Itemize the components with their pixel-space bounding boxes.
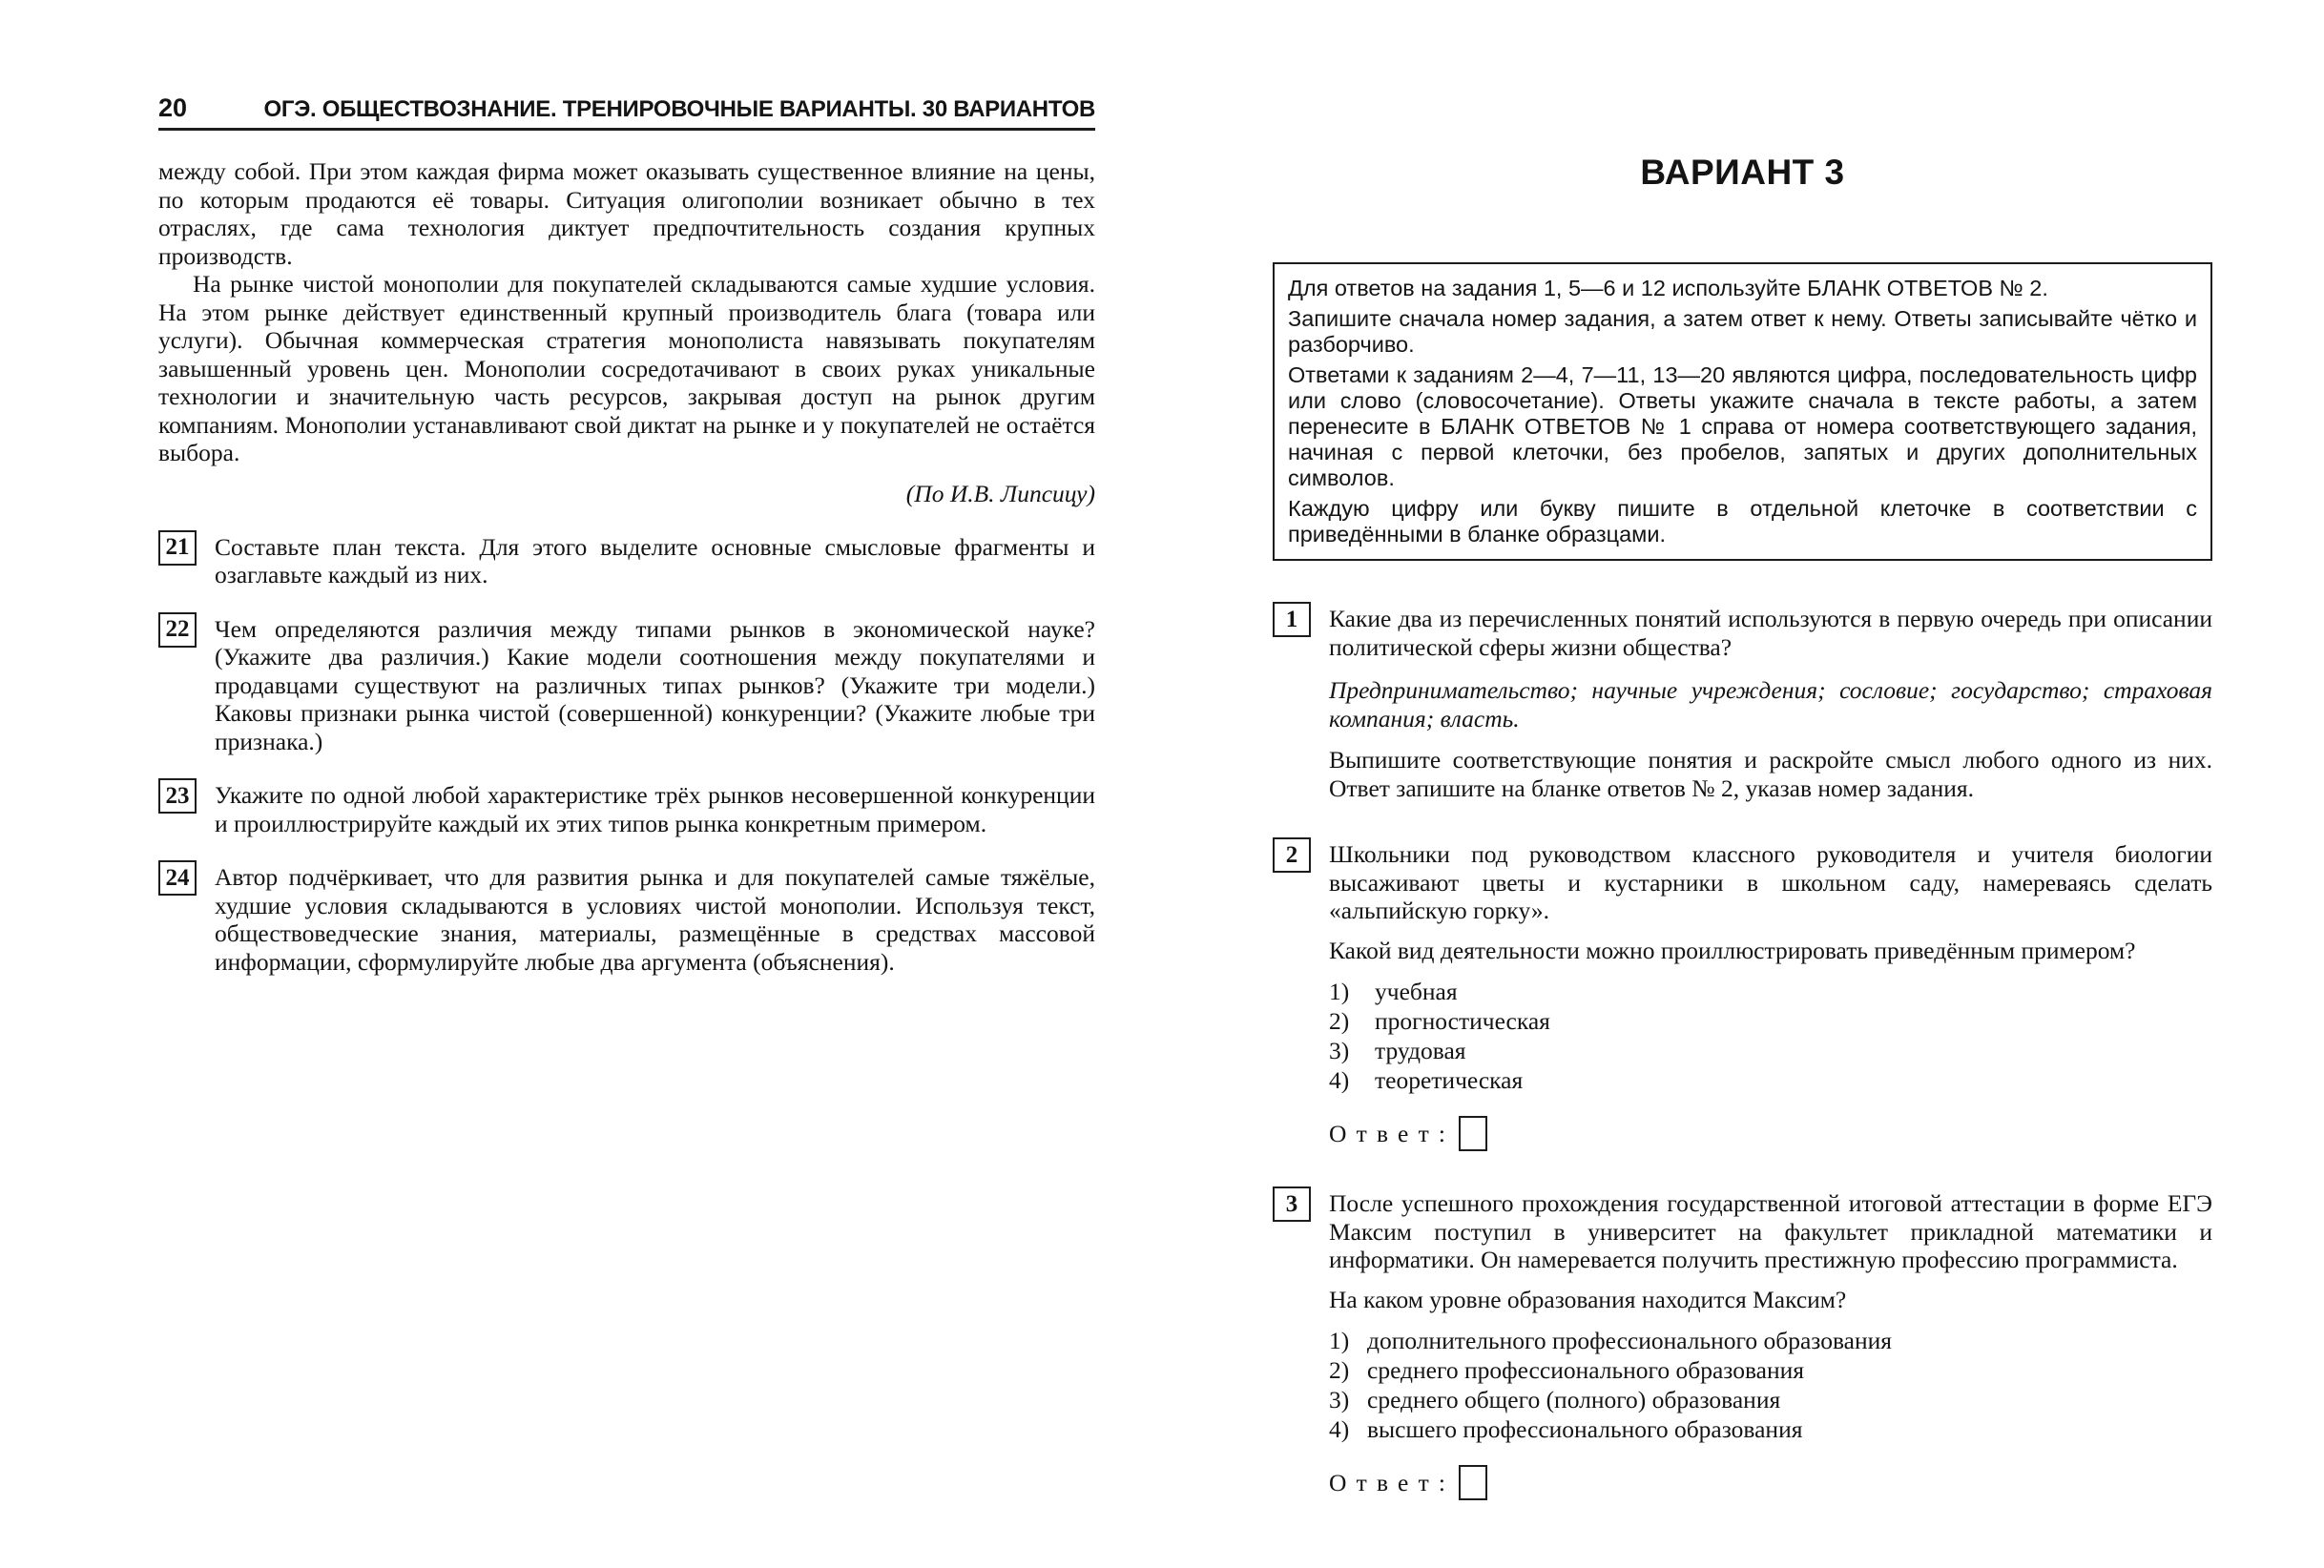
task-2-answer-row [1329,1116,2212,1151]
task-2-options [1329,977,2212,1095]
running-title: ОГЭ. ОБЩЕСТВОЗНАНИЕ. ТРЕНИРОВОЧНЫЕ ВАРИАНТЫ. 30 ВАРИАНТОВ [263,96,1095,122]
reading-paragraph-2: На рынке чистой монополии для покупателей складываются самые худшие условия. На этом рынке действует единственный крупный производитель блага (товара или услуги). Обычная коммерческая стратегия монополиста навязывать покупателям завышенный уровень цен. Монополии сосредотачивают в своих руках уникальные технологии и значительную часть ресурсов, закрывая доступ на рынок другим компаниям. Монополии устанавливают свой диктат на рынке и у покупателей не остаётся выбора. [158,270,1095,466]
option-number: 2) [1329,1007,1350,1035]
text-attribution: (По И.В. Липсицу) [905,479,1095,507]
option-item [1329,1355,2212,1385]
page-right [1273,155,2212,1500]
task-2-text: Школьники под руководством классного руководителя и учителя биологии высаживают цветы и кустарники в школьном саду, намереваясь сделать «альпийскую горку». [1329,840,2212,924]
task-21-number-badge: 21 [158,530,197,566]
task-2-number-badge: 2 [1273,837,1311,873]
option-label: учебная [1375,978,1458,1005]
task-1-followup: Выпишите соответствующие понятия и раскройте смысл любого одного из них. Ответ запишите на бланке ответов № 2, указав номер задания. [1329,746,2212,802]
option-item [1329,1385,2212,1414]
task-24-text: Автор подчёркивает, что для развития рынка и для покупателей самые тяжёлые, худшие условия складываются в условиях чистой монополии. Используя текст, обществоведческие знания, материалы, размещённые в средствах массовой информации, сформулируйте любые два аргумента (объяснения). [215,863,1095,976]
task-3 [1273,1189,2212,1500]
option-item [1329,1036,2212,1065]
task-3-answer-row [1329,1465,2212,1500]
task-23-text: Укажите по одной любой характеристике трёх рынков несовершенной конкуренции и проиллюстрируйте каждый их этих типов рынка конкретным примером. [215,781,1095,837]
option-label: среднего общего (полного) образования [1367,1386,1781,1413]
option-item [1329,1065,2212,1095]
answer-label: Ответ: [1329,1119,1456,1147]
reading-paragraph-1: между собой. При этом каждая фирма может оказывать существенное влияние на цены, по которым продаются её товары. Ситуация олигополии возникает обычно в тех отраслях, где сама технология диктует предпочтительность создания крупных производств. [158,157,1095,270]
instruction-paragraph-1: Для ответов на задания 1, 5—6 и 12 используйте БЛАНК ОТВЕТОВ № 2. [1288,276,2048,300]
task-3-answer-box[interactable] [1459,1465,1487,1500]
page-left [158,95,1095,976]
instruction-paragraph-3: Ответами к заданиям 2—4, 7—11, 13—20 являются цифра, последовательность цифр или слово (словосочетание). Ответы укажите сначала в тексте работы, а затем перенесите в БЛАНК ОТВЕТОВ № 1 справа от номера соответствующего задания, начиная с первой клеточки, без пробелов, запятых и других дополнительных символов. [1288,362,2197,490]
option-number: 4) [1329,1415,1350,1443]
task-1 [1273,605,2212,802]
task-1-terms: Предпринимательство; научные учреждения; сословие; государство; страховая компания; власть. [1329,676,2212,732]
option-number: 1) [1329,1327,1350,1354]
task-3-number-badge: 3 [1273,1186,1311,1222]
running-header [158,95,1095,131]
option-label: теоретическая [1375,1066,1524,1094]
task-3-options [1329,1326,2212,1444]
option-number: 4) [1329,1066,1350,1094]
page-number: 20 [158,93,188,122]
option-item [1329,1414,2212,1444]
reading-text [158,157,1095,467]
option-number: 3) [1329,1037,1350,1064]
instructions-box [1273,262,2212,561]
option-label: трудовая [1375,1037,1466,1064]
option-label: прогностическая [1375,1007,1550,1035]
task-24-number-badge: 24 [158,860,197,896]
task-2 [1273,840,2212,1151]
task-22 [158,615,1095,756]
task-3-text: После успешного прохождения государственной итоговой аттестации в форме ЕГЭ Максим поступил в университет на факультет прикладной математики и информатики. Он намеревается получить престижную профессию программиста. [1329,1189,2212,1273]
instruction-paragraph-2: Запишите сначала номер задания, а затем ответ к нему. Ответы записывайте чётко и разборчиво. [1288,306,2197,357]
task-23-number-badge: 23 [158,778,197,814]
variant-title: ВАРИАНТ 3 [1640,153,1845,192]
answer-label: Ответ: [1329,1468,1456,1496]
task-23 [158,781,1095,837]
option-label: среднего профессионального образования [1367,1356,1804,1384]
option-number: 1) [1329,978,1350,1005]
option-label: дополнительного профессионального образования [1367,1327,1893,1354]
task-22-text: Чем определяются различия между типами рынков в экономической науке? (Укажите два различия.) Какие модели соотношения между покупателями и продавцами существуют на различных типах рынков? (Укажите три модели.) Каковы признаки рынка чистой (совершенной) конкуренции? (Укажите любые три признака.) [215,614,1095,755]
task-1-text: Какие два из перечисленных понятий используются в первую очередь при описании политической сферы жизни общества? [1329,605,2212,661]
task-22-number-badge: 22 [158,612,197,648]
option-number: 3) [1329,1386,1350,1413]
task-1-number-badge: 1 [1273,602,1311,637]
option-item [1329,1006,2212,1036]
task-2-answer-box[interactable] [1459,1116,1487,1151]
option-item [1329,977,2212,1006]
task-24 [158,863,1095,976]
task-2-question: Какой вид деятельности можно проиллюстрировать приведённым примером? [1329,936,2136,964]
task-21 [158,533,1095,589]
task-3-question: На каком уровне образования находится Максим? [1329,1285,1847,1313]
option-item [1329,1326,2212,1355]
option-number: 2) [1329,1356,1350,1384]
task-21-text: Составьте план текста. Для этого выделите основные смысловые фрагменты и озаглавьте каждый из них. [215,532,1095,588]
instruction-paragraph-4: Каждую цифру или букву пишите в отдельной клеточке в соответствии с приведёнными в бланке образцами. [1288,496,2197,547]
option-label: высшего профессионального образования [1367,1415,1803,1443]
